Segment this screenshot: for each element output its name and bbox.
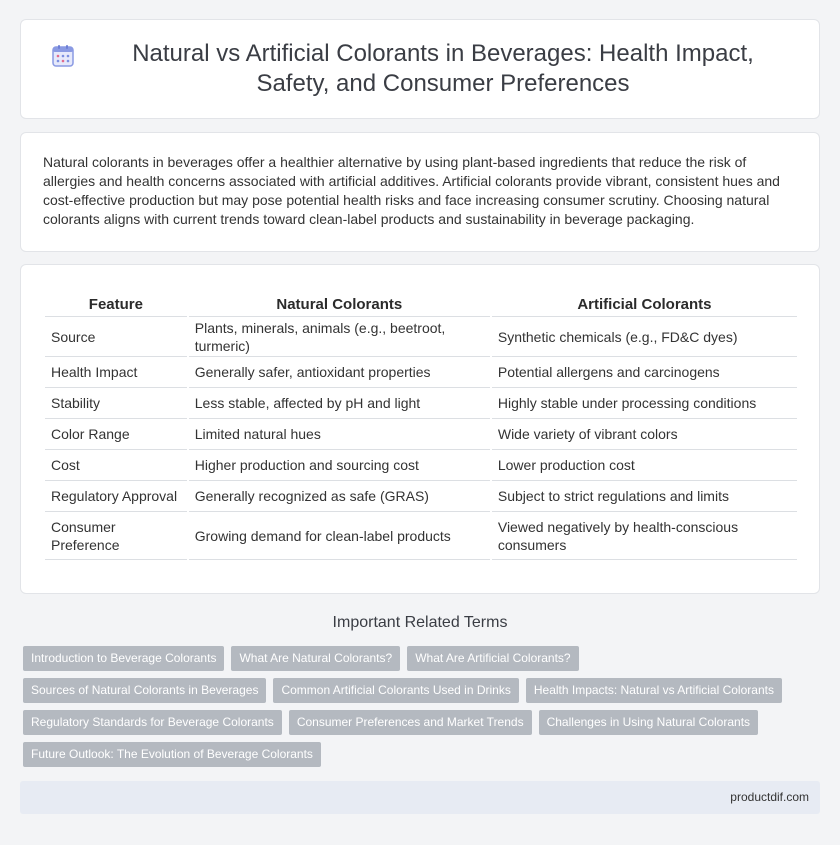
intro-paragraph: Natural colorants in beverages offer a healthier alternative by using plant-based ingredients that reduce the risk of allergies and health concerns associated with artificial additives. Artificial colorants provide vibrant, consistent hues and cost-effective production but may pose potential health risks and face increasing consumer scrutiny. Choosing natural colorants aligns with current trends toward clean-label products and sustainability in beverage packaging.: [43, 154, 780, 227]
table-cell: Generally recognized as safe (GRAS): [189, 481, 490, 512]
table-row: [45, 317, 797, 357]
page-title: Natural vs Artificial Colorants in Beverages: Health Impact, Safety, and Consumer Preferences: [132, 40, 754, 97]
table-cell: Higher production and sourcing cost: [189, 450, 490, 481]
table-cell: Highly stable under processing conditions: [492, 388, 797, 419]
table-cell: Regulatory Approval: [45, 481, 187, 512]
table-header-cell: Artificial Colorants: [492, 293, 797, 317]
table-cell: Less stable, affected by pH and light: [189, 388, 490, 419]
related-terms-title: Important Related Terms: [332, 614, 508, 631]
intro-card: [20, 132, 820, 252]
table-cell: Consumer Preference: [45, 512, 187, 560]
table-cell: Stability: [45, 388, 187, 419]
table-cell: Growing demand for clean-label products: [189, 512, 490, 560]
table-row: [45, 512, 797, 560]
table-cell: Color Range: [45, 419, 187, 450]
comparison-table: [43, 293, 799, 560]
related-term-tag[interactable]: Health Impacts: Natural vs Artificial Colorants: [526, 678, 782, 703]
table-row: [45, 481, 797, 512]
table-header-cell: Feature: [45, 293, 187, 317]
table-row: [45, 450, 797, 481]
related-term-tag[interactable]: Challenges in Using Natural Colorants: [539, 710, 758, 735]
related-term-tag[interactable]: Future Outlook: The Evolution of Beverage Colorants: [23, 742, 321, 767]
calendar-grid-icon: [50, 43, 76, 69]
related-term-tag[interactable]: What Are Natural Colorants?: [231, 646, 400, 671]
table-header-cell: Natural Colorants: [189, 293, 490, 317]
table-cell: Health Impact: [45, 357, 187, 388]
table-cell: Potential allergens and carcinogens: [492, 357, 797, 388]
comparison-table-card: [20, 264, 820, 594]
table-cell: Limited natural hues: [189, 419, 490, 450]
related-term-tag[interactable]: Consumer Preferences and Market Trends: [289, 710, 532, 735]
header-card: [20, 19, 820, 119]
related-term-tag[interactable]: Introduction to Beverage Colorants: [23, 646, 224, 671]
table-row: [45, 419, 797, 450]
footer: [20, 781, 820, 814]
related-term-tag[interactable]: Sources of Natural Colorants in Beverages: [23, 678, 266, 703]
table-cell: Viewed negatively by health-conscious consumers: [492, 512, 797, 560]
table-cell: Subject to strict regulations and limits: [492, 481, 797, 512]
related-terms-list: [23, 646, 813, 774]
footer-site-link[interactable]: productdif.com: [730, 790, 809, 804]
table-cell: Lower production cost: [492, 450, 797, 481]
table-cell: Generally safer, antioxidant properties: [189, 357, 490, 388]
table-cell: Plants, minerals, animals (e.g., beetroot, turmeric): [189, 317, 490, 357]
table-row: [45, 388, 797, 419]
table-cell: Cost: [45, 450, 187, 481]
table-header-row: [45, 293, 797, 317]
table-cell: Synthetic chemicals (e.g., FD&C dyes): [492, 317, 797, 357]
related-term-tag[interactable]: What Are Artificial Colorants?: [407, 646, 578, 671]
table-cell: Wide variety of vibrant colors: [492, 419, 797, 450]
related-term-tag[interactable]: Regulatory Standards for Beverage Colorants: [23, 710, 282, 735]
related-term-tag[interactable]: Common Artificial Colorants Used in Drinks: [273, 678, 518, 703]
table-row: [45, 357, 797, 388]
table-cell: Source: [45, 317, 187, 357]
